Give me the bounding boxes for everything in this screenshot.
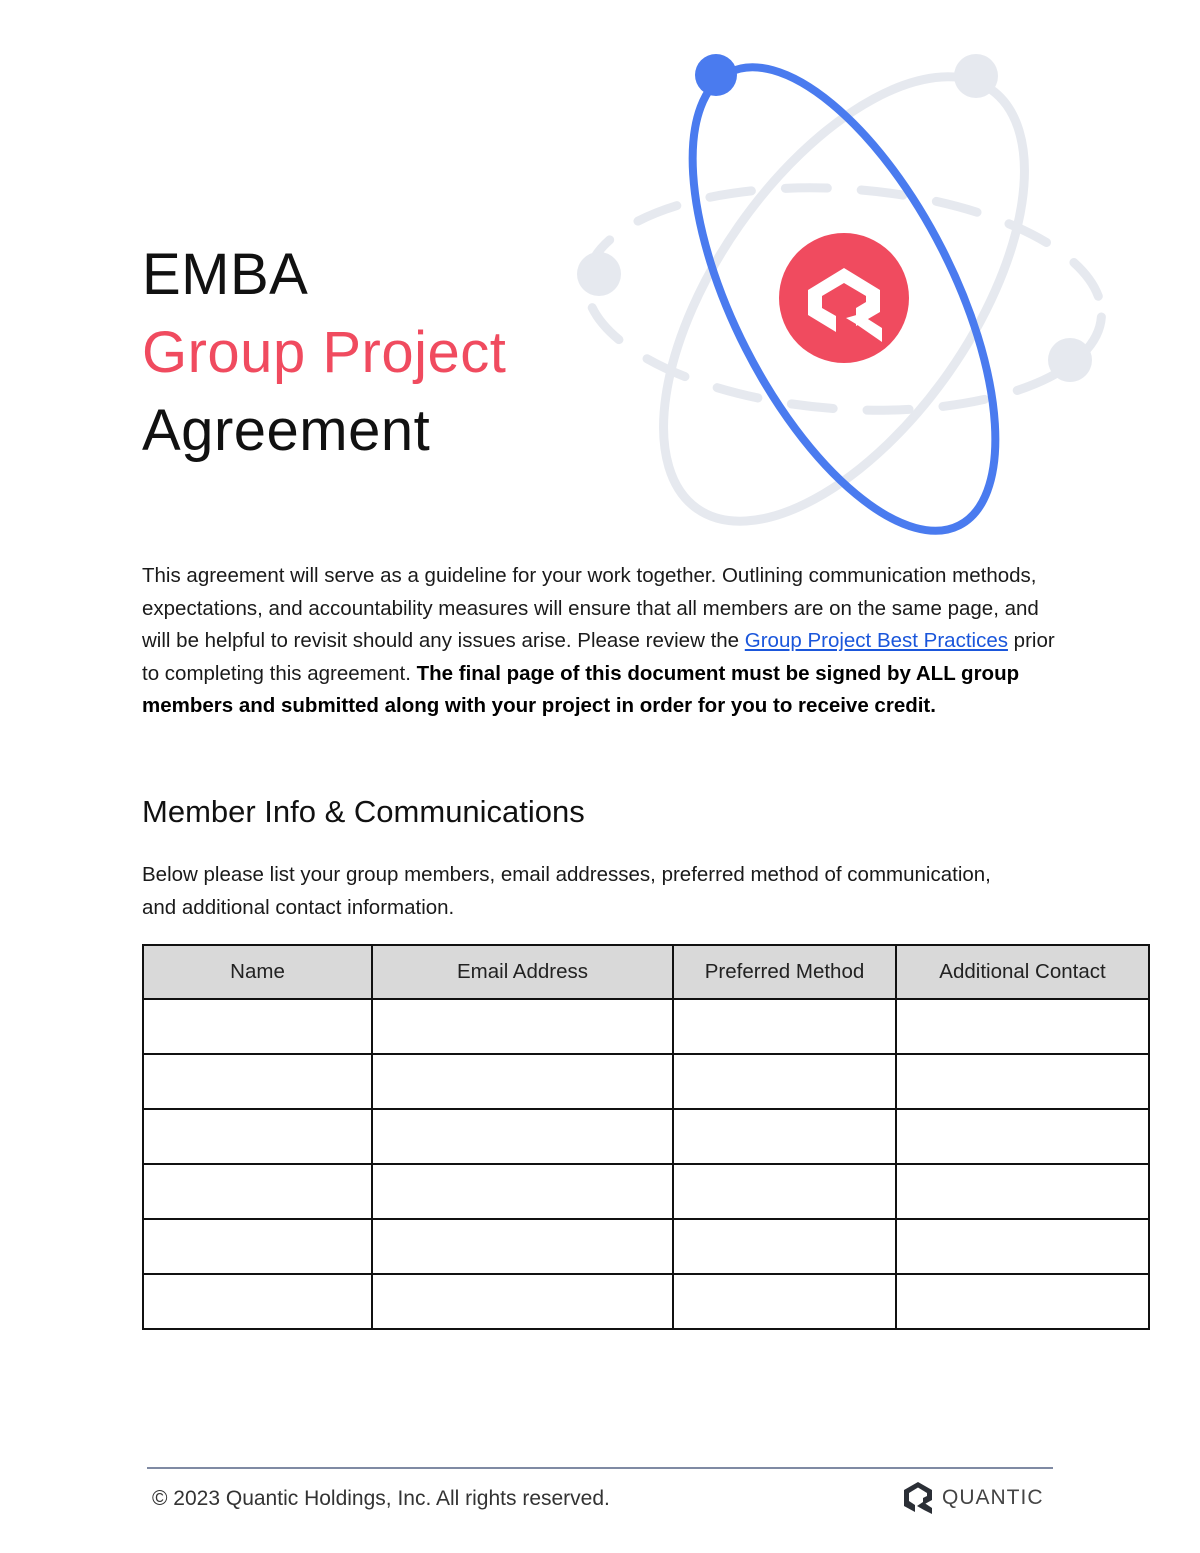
additional-contact-cell[interactable] — [896, 1164, 1149, 1219]
intro-paragraph — [142, 560, 1072, 723]
footer-divider — [147, 1467, 1053, 1469]
name-cell[interactable] — [143, 999, 372, 1054]
additional-contact-cell[interactable] — [896, 1109, 1149, 1164]
email-cell[interactable] — [372, 1164, 673, 1219]
additional-contact-cell[interactable] — [896, 1054, 1149, 1109]
preferred-method-cell[interactable] — [673, 1054, 896, 1109]
intro-text-before-link: This agreement will serve as a guideline for your work together. Outlining communication methods, expectations, and accountability measures will ensure that all members are on the same page, and will be helpful to revisit should any issues arise. Please review the — [142, 564, 1039, 653]
additional-contact-cell[interactable] — [896, 1274, 1149, 1329]
email-cell[interactable] — [372, 1219, 673, 1274]
preferred-method-cell[interactable] — [673, 1109, 896, 1164]
column-header-additional-contact: Additional Contact — [896, 945, 1149, 999]
email-cell[interactable] — [372, 1109, 673, 1164]
table-row — [143, 999, 1149, 1054]
section-heading: Member Info & Communications — [142, 794, 585, 829]
column-header-name: Name — [143, 945, 372, 999]
name-cell[interactable] — [143, 1274, 372, 1329]
name-cell[interactable] — [143, 1219, 372, 1274]
table-row — [143, 1054, 1149, 1109]
table-row — [143, 1164, 1149, 1219]
quantic-logo-icon — [902, 1481, 934, 1515]
name-cell[interactable] — [143, 1109, 372, 1164]
members-table — [142, 944, 1150, 1330]
footer-brand — [902, 1481, 1044, 1515]
table-row — [143, 1219, 1149, 1274]
table-row — [143, 1109, 1149, 1164]
title-line-agreement: Agreement — [142, 398, 431, 463]
email-cell[interactable] — [372, 1274, 673, 1329]
footer-copyright: © 2023 Quantic Holdings, Inc. All rights reserved. — [152, 1487, 610, 1510]
title-line-group-project: Group Project — [142, 320, 507, 385]
section-description: Below please list your group members, email addresses, preferred method of communication, and additional contact information. — [142, 863, 991, 919]
column-header-preferred-method: Preferred Method — [673, 945, 896, 999]
atom-orbit-icon — [570, 45, 1130, 545]
table-header-row — [143, 945, 1149, 999]
preferred-method-cell[interactable] — [673, 1219, 896, 1274]
column-header-email: Email Address — [372, 945, 673, 999]
name-cell[interactable] — [143, 1054, 372, 1109]
email-cell[interactable] — [372, 999, 673, 1054]
email-cell[interactable] — [372, 1054, 673, 1109]
additional-contact-cell[interactable] — [896, 999, 1149, 1054]
members-table-body — [143, 999, 1149, 1329]
document-title — [142, 236, 506, 470]
title-line-emba: EMBA — [142, 242, 309, 307]
name-cell[interactable] — [143, 1164, 372, 1219]
preferred-method-cell[interactable] — [673, 1164, 896, 1219]
additional-contact-cell[interactable] — [896, 1219, 1149, 1274]
intro-bold-notice: The final page of this document must be signed by ALL group members and submitted along with your project in order for you to receive credit. — [142, 661, 1020, 718]
preferred-method-cell[interactable] — [673, 999, 896, 1054]
intro-text-after-link: prior to completing this agreement. — [142, 629, 1055, 685]
table-row — [143, 1274, 1149, 1329]
footer-brand-name: QUANTIC — [942, 1486, 1044, 1509]
best-practices-link[interactable]: Group Project Best Practices — [744, 629, 1008, 653]
preferred-method-cell[interactable] — [673, 1274, 896, 1329]
